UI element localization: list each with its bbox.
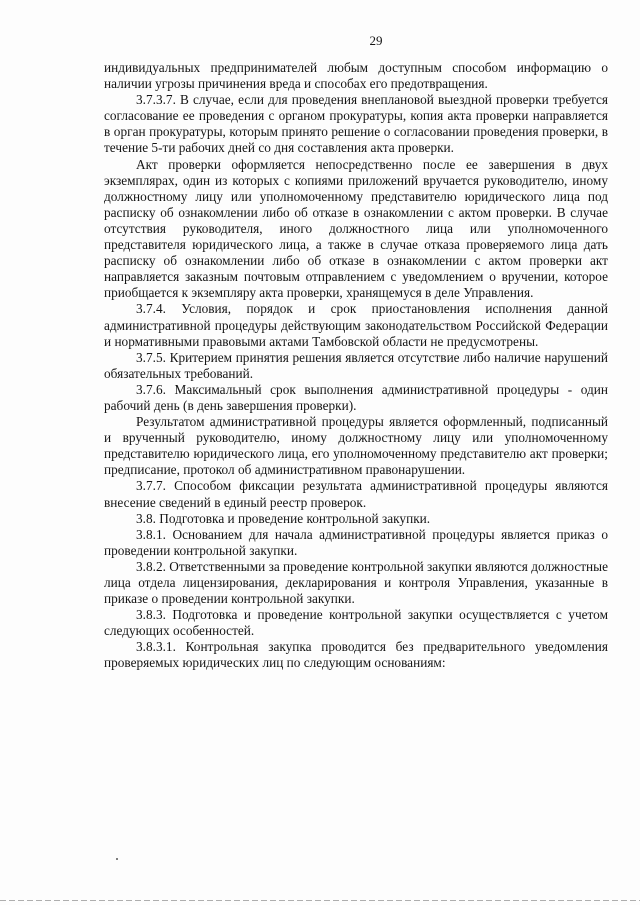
paragraph-continuation: индивидуальных предпринимателей любым доступным способом информацию о наличии угрозы причинения вреда и способах его предотвращения. bbox=[104, 60, 608, 92]
paragraph-act-of-inspection: Акт проверки оформляется непосредственно после ее завершения в двух экземплярах, один из которых с копиями приложений вручается руководителю, иному должностному лицу или уполномоченному представителю юридического лица под расписку об ознакомлении либо об отказе в ознакомлении с актом проверки. В случае отсутствия руководителя, иного должностного лица или уполномоченного представителя юридического лица, а также в случае отказа проверяемого лица дать расписку об ознакомлении либо об отказе в ознакомлении с актом проверки акт направляется заказным почтовым отправлением с уведомлением о вручении, которое приобщается к экземпляру акта проверки, хранящемуся в деле Управления. bbox=[104, 156, 608, 301]
page-number: 29 bbox=[369, 33, 383, 48]
paragraph-3-8-3-1: 3.8.3.1. Контрольная закупка проводится без предварительного уведомления проверяемых юридических лиц по следующим основаниям: bbox=[104, 639, 608, 671]
paragraph-3-7-7: 3.7.7. Способом фиксации результата административной процедуры являются внесение сведений в единый реестр проверок. bbox=[104, 478, 608, 510]
scan-speck bbox=[116, 858, 118, 860]
paragraph-3-8: 3.8. Подготовка и проведение контрольной закупки. bbox=[136, 510, 431, 526]
paragraph-result: Результатом административной процедуры является оформленный, подписанный и врученный руководителю, иному должностному лицу или уполномоченному представителю юридического лица, его уполномоченному представителю акт проверки; предписание, протокол об административном правонарушении. bbox=[104, 414, 608, 478]
paragraph-3-7-4: 3.7.4. Условия, порядок и срок приостановления исполнения данной административной процедуры действующим законодательством Российской Федерации и нормативными правовыми актами Тамбовской области не предусмотрены. bbox=[104, 301, 608, 349]
scan-edge-line bbox=[0, 900, 640, 901]
paragraph-3-7-5: 3.7.5. Критерием принятия решения является отсутствие либо наличие нарушений обязательных требований. bbox=[104, 349, 608, 381]
paragraph-3-8-3: 3.8.3. Подготовка и проведение контрольной закупки осуществляется с учетом следующих особенностей. bbox=[104, 607, 608, 639]
paragraph-3-7-3-7: 3.7.3.7. В случае, если для проведения внеплановой выездной проверки требуется согласование ее проведения с органом прокуратуры, копия акта проверки направляется в орган прокуратуры, которым принято решение о согласовании проведения проверки, в течение 5-ти рабочих дней со дня составления акта проверки. bbox=[104, 92, 608, 156]
paragraph-3-8-2: 3.8.2. Ответственными за проведение контрольной закупки являются должностные лица отдела лицензирования, декларирования и контроля Управления, указанные в приказе о проведении контрольной закупки. bbox=[104, 558, 609, 607]
paragraph-3-8-1: 3.8.1. Основанием для начала административной процедуры является приказ о проведении контрольной закупки. bbox=[104, 526, 608, 558]
paragraph-3-7-6: 3.7.6. Максимальный срок выполнения административной процедуры - один рабочий день (в день завершения проверки). bbox=[104, 381, 608, 413]
